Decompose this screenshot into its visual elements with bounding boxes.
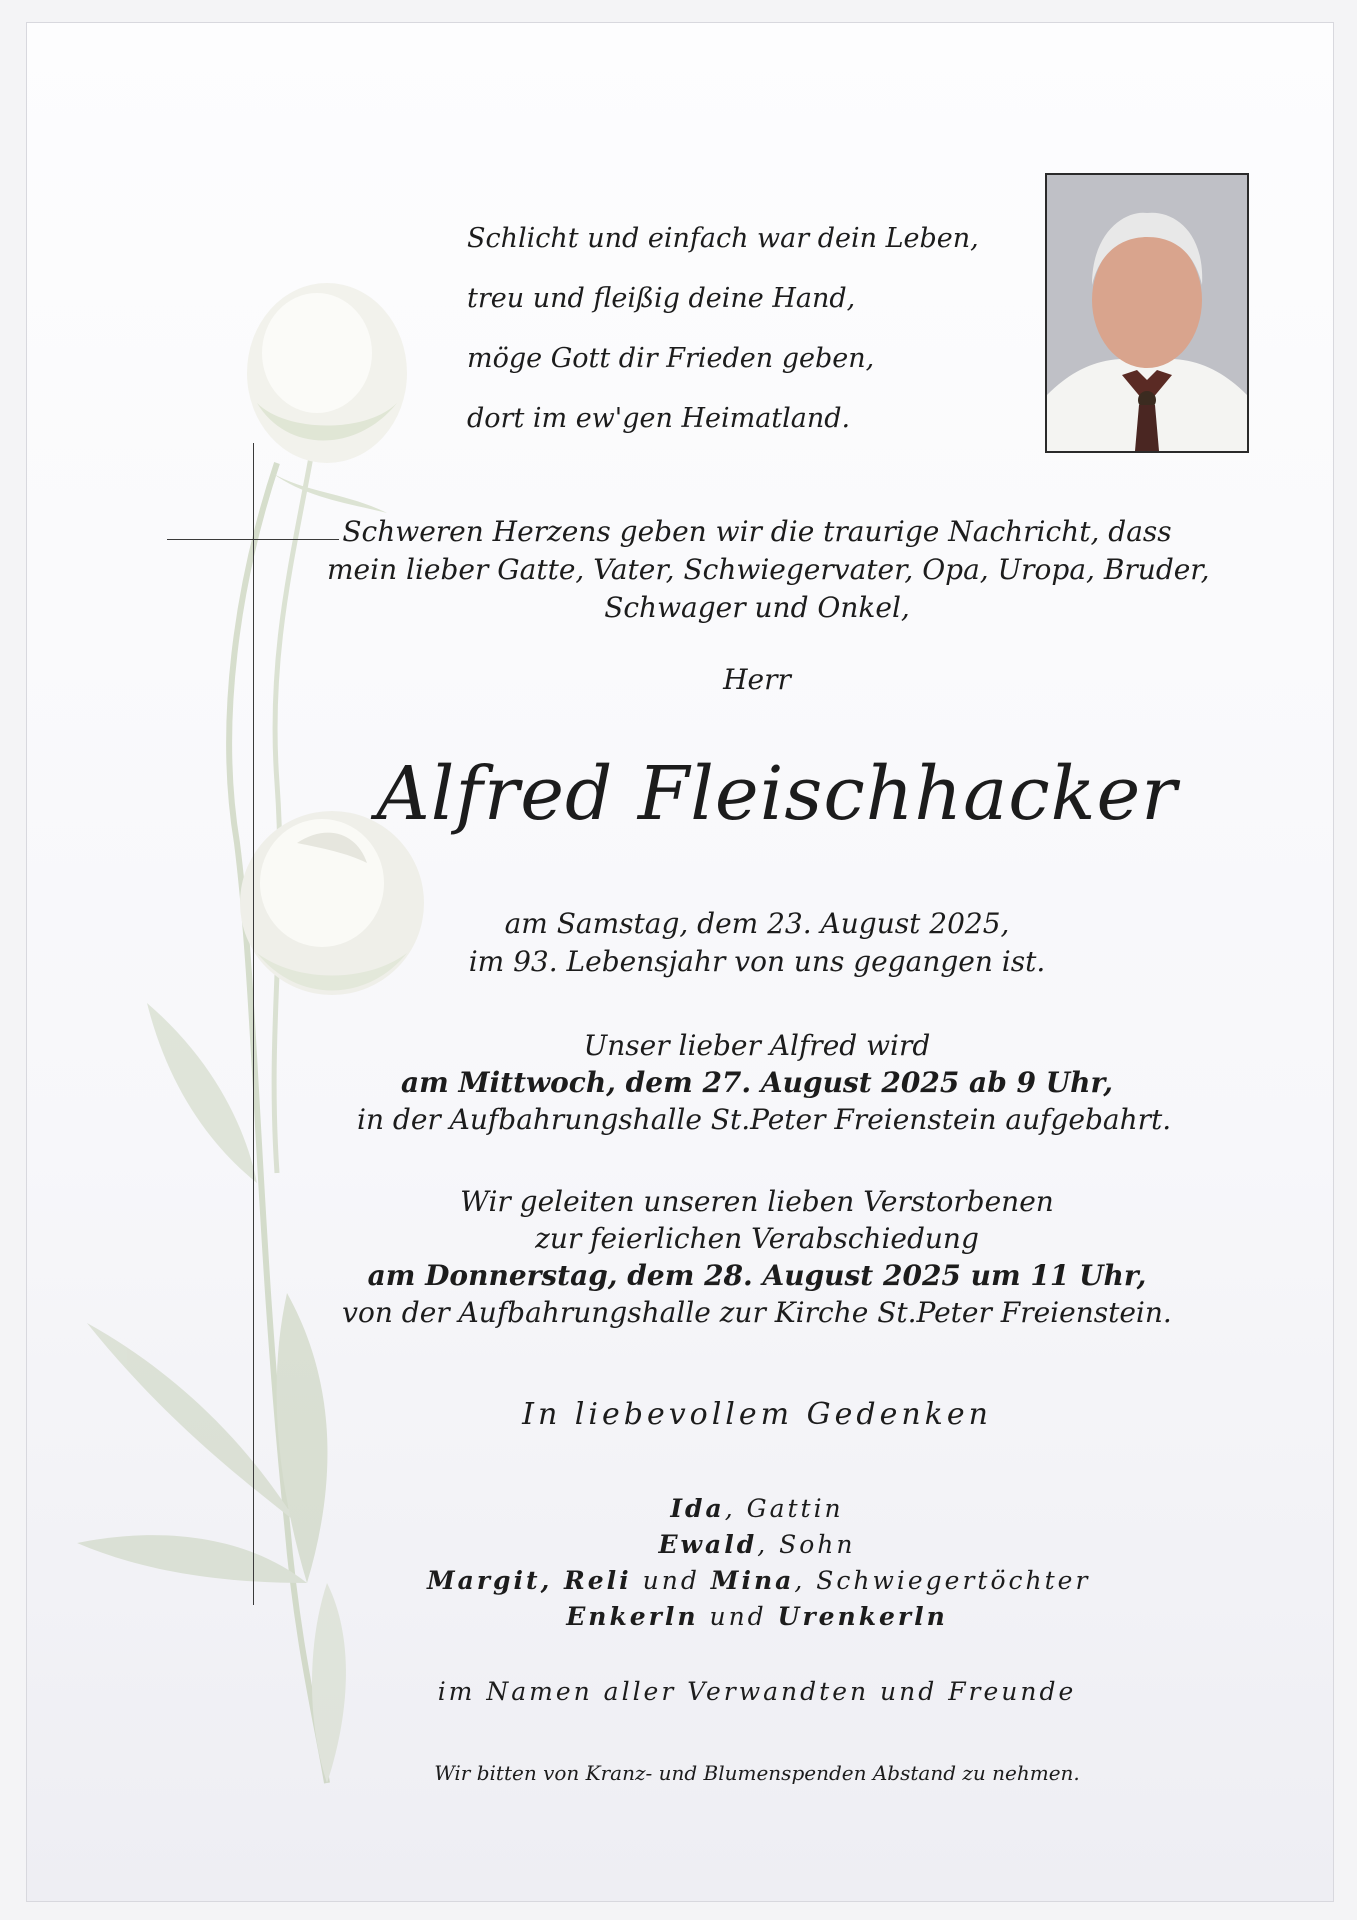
family-separator: und xyxy=(631,1566,711,1595)
funeral-line: Wir geleiten unseren lieben Verstorbenen xyxy=(460,1185,1054,1218)
obituary-card xyxy=(26,22,1334,1902)
intro-line: Schweren Herzens geben wir die traurige Nachricht, dass xyxy=(342,515,1172,548)
family-name: Enkerln xyxy=(566,1602,699,1631)
relatives-line: im Namen aller Verwandten und Freunde xyxy=(437,1677,1077,1706)
funeral-date: am Donnerstag, dem 28. August 2025 um 11 Uhr, xyxy=(367,1259,1147,1292)
salutation: Herr xyxy=(723,663,791,696)
funeral-info xyxy=(327,1183,1187,1331)
death-notice-line: im 93. Lebensjahr von uns gegangen ist. xyxy=(468,945,1046,978)
intro-line: mein lieber Gatte, Vater, Schwiegervater, Opa, Uropa, Bruder, xyxy=(327,553,1210,586)
announcement-intro xyxy=(327,513,1210,627)
laying-out-location: in der Aufbahrungshalle St.Peter Freienstein aufgebahrt. xyxy=(357,1103,1172,1136)
laying-out-line: Unser lieber Alfred wird xyxy=(583,1029,931,1062)
family-name: Reli xyxy=(564,1566,632,1595)
verse-line: Schlicht und einfach war dein Leben, xyxy=(467,223,979,254)
family-role: , Sohn xyxy=(757,1530,856,1559)
portrait-photo xyxy=(1045,173,1249,453)
family-list xyxy=(427,1491,1091,1635)
family-role: , Schwiegertöchter xyxy=(794,1566,1091,1595)
family-line-wife xyxy=(427,1491,1087,1527)
family-role: , Gattin xyxy=(724,1494,844,1523)
family-name: Ewald xyxy=(658,1530,758,1559)
verse-line: dort im ew'gen Heimatland. xyxy=(467,403,851,434)
cross-vertical-line xyxy=(253,443,254,1605)
funeral-location: von der Aufbahrungshalle zur Kirche St.Peter Freienstein. xyxy=(342,1296,1172,1329)
family-name: Urenkerln xyxy=(777,1602,948,1631)
death-notice xyxy=(407,905,1107,981)
deceased-name: Alfred Fleischhacker xyxy=(376,751,1178,837)
family-name: Margit xyxy=(427,1566,541,1595)
memorial-heading: In liebevollem Gedenken xyxy=(522,1397,992,1432)
family-separator: und xyxy=(698,1602,778,1631)
family-line-grandchildren xyxy=(427,1599,1087,1635)
verse-line: treu und fleißig deine Hand, xyxy=(467,283,856,314)
white-rose-illustration xyxy=(27,23,447,1901)
cross-horizontal-line xyxy=(167,539,339,540)
family-line-daughters-in-law xyxy=(427,1563,1091,1599)
donation-note: Wir bitten von Kranz- und Blumenspenden Abstand zu nehmen. xyxy=(434,1761,1080,1785)
laying-out-date: am Mittwoch, dem 27. August 2025 ab 9 Uhr, xyxy=(400,1066,1113,1099)
verse xyxy=(467,209,979,449)
death-notice-line: am Samstag, dem 23. August 2025, xyxy=(504,907,1010,940)
intro-line: Schwager und Onkel, xyxy=(604,591,910,624)
laying-out-info xyxy=(357,1027,1172,1138)
verse-line: möge Gott dir Frieden geben, xyxy=(467,343,875,374)
funeral-line: zur feierlichen Verabschiedung xyxy=(535,1222,979,1255)
family-separator: , xyxy=(540,1566,564,1595)
family-name: Mina xyxy=(710,1566,795,1595)
family-name: Ida xyxy=(670,1494,725,1523)
family-line-son xyxy=(427,1527,1087,1563)
